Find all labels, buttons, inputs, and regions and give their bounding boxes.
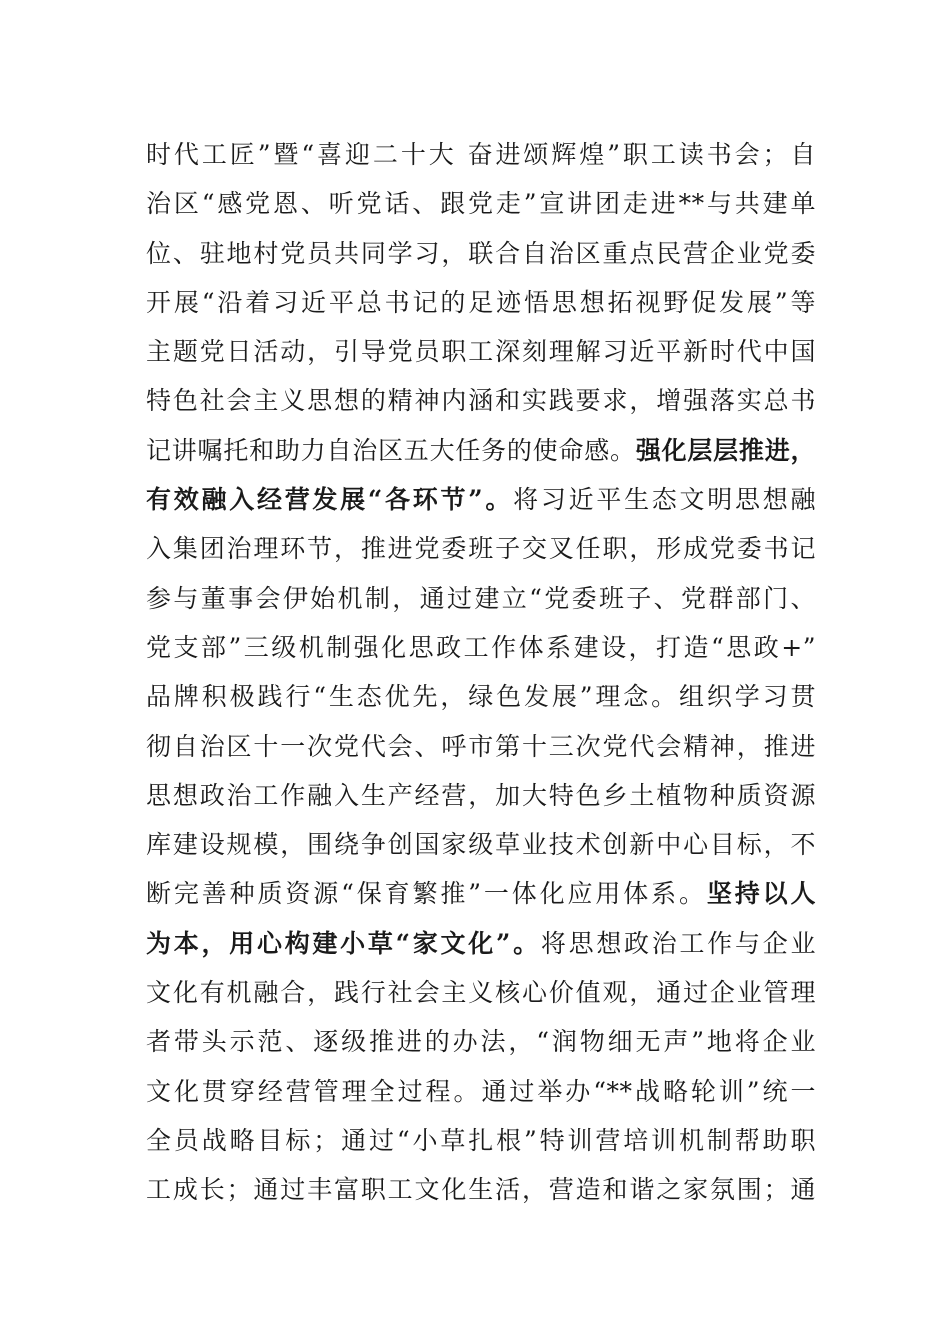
body-text-segment: 品牌积极践行“生态优先，绿色发展”理念。组织学习贯 [146,682,816,712]
text-line [146,1067,816,1116]
body-text-segment: 将思想政治工作与企业 [540,928,816,958]
body-text-segment: 特色社会主义思想的精神内涵和实践要求，增强落实总书 [146,386,816,416]
bold-heading-text: 有效融入经营发展“各环节”。 [146,485,514,515]
text-line [146,869,816,918]
text-line [146,524,816,573]
body-text-segment: 彻自治区十一次党代会、呼市第十三次党代会精神，推进 [146,731,816,761]
text-line [146,771,816,820]
body-text-segment: 时代工匠”暨“喜迎二十大 奋进颂辉煌”职工读书会；自 [146,140,816,169]
text-line [146,179,816,228]
text-line [146,426,816,475]
body-text-segment: 全员战略目标；通过“小草扎根”特训营培训机制帮助职 [146,1125,816,1155]
text-line [146,475,816,524]
bold-heading-text: 强化层层推进， [635,435,816,465]
bold-heading-text: 坚持以人 [706,879,816,909]
text-line [146,672,816,721]
body-text-segment: 入集团治理环节，推进党委班子交叉任职，形成党委书记 [146,534,816,564]
text-line [146,574,816,623]
text-line [146,1116,816,1165]
body-text [146,130,816,1215]
bold-heading-text: 为本，用心构建小草“家文化”。 [146,928,541,958]
body-text-segment: 将习近平生态文明思想融 [513,485,816,515]
text-line [146,1017,816,1066]
body-text-segment: 工成长；通过丰富职工文化生活，营造和谐之家氛围；通 [146,1175,816,1205]
text-line [146,1165,816,1214]
text-line [146,722,816,771]
text-line [146,968,816,1017]
body-text-segment: 位、驻地村党员共同学习，联合自治区重点民营企业党委 [146,238,816,268]
body-text-segment: 断完善种质资源“保育繁推”一体化应用体系。 [146,879,707,909]
text-line [146,278,816,327]
body-text-segment: 者带头示范、逐级推进的办法，“润物细无声”地将企业 [146,1027,816,1057]
text-line [146,623,816,672]
body-text-segment: 文化贯穿经营管理全过程。通过举办“**战略轮训”统一 [146,1076,816,1106]
text-line [146,229,816,278]
body-text-segment: 思想政治工作融入生产经营，加大特色乡土植物种质资源 [146,780,816,810]
body-text-segment: 记讲嘱托和助力自治区五大任务的使命感。 [146,435,636,465]
body-text-segment: 主题党日活动，引导党员职工深刻理解习近平新时代中国 [146,337,816,367]
text-line [146,919,816,968]
body-text-segment: 参与董事会伊始机制，通过建立“党委班子、党群部门、 [146,583,816,613]
text-line [146,327,816,376]
text-line [146,820,816,869]
text-line [146,376,816,425]
body-text-segment: 治区“感党恩、听党话、跟党走”宣讲团走进**与共建单 [146,189,816,219]
body-text-segment: 库建设规模，围绕争创国家级草业技术创新中心目标，不 [146,830,816,860]
body-text-segment: 开展“沿着习近平总书记的足迹悟思想拓视野促发展”等 [146,287,816,317]
body-text-segment: 文化有机融合，践行社会主义核心价值观，通过企业管理 [146,978,816,1008]
body-text-segment: 党支部”三级机制强化思政工作体系建设，打造“思政+” [146,632,816,662]
text-line [146,130,816,179]
